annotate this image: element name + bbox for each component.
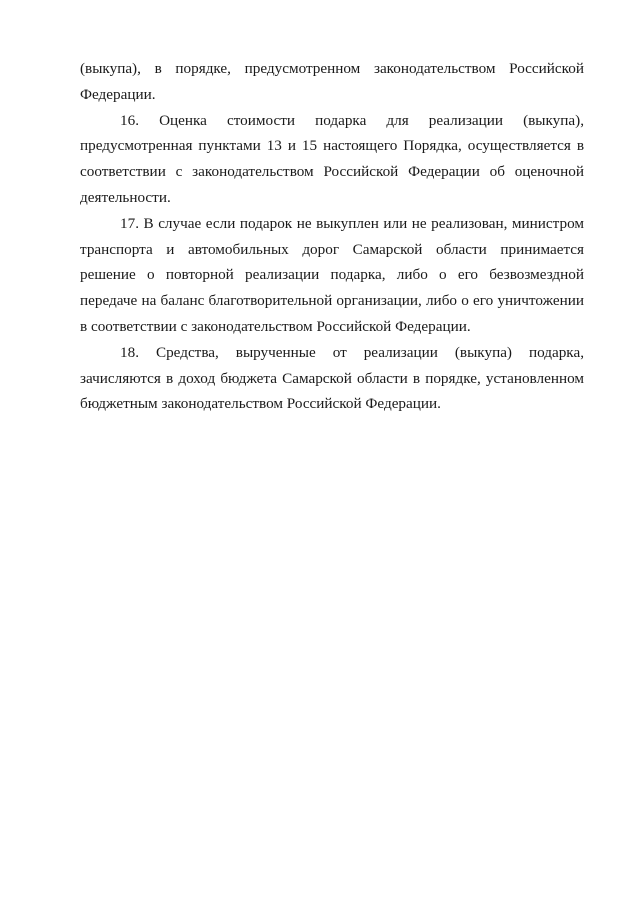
paragraph-18: 18. Средства, вырученные от реализации (выкупа) подарка, зачисляются в доход бюджета Самарской области в порядке, установленном бюджетным законодательством Российской Федерации. <box>80 343 584 413</box>
paragraph-continuation: (выкупа), в порядке, предусмотренном законодательством Российской Федерации. <box>80 60 584 103</box>
paragraph-16: 16. Оценка стоимости подарка для реализации (выкупа), предусмотренная пунктами 13 и 15 настоящего Порядка, осуществляется в соответствии с законодательством Российской Федерации об оценочной деятельности. <box>80 111 584 206</box>
document-body <box>80 56 584 417</box>
paragraph-17: 17. В случае если подарок не выкуплен или не реализован, министром транспорта и автомобильных дорог Самарской области принимается решение о повторной реализации подарка, либо о его безвозмездной передаче на баланс благотворительной организации, либо о его уничтожении в соответствии с законодательством Российской Федерации. <box>80 214 584 335</box>
